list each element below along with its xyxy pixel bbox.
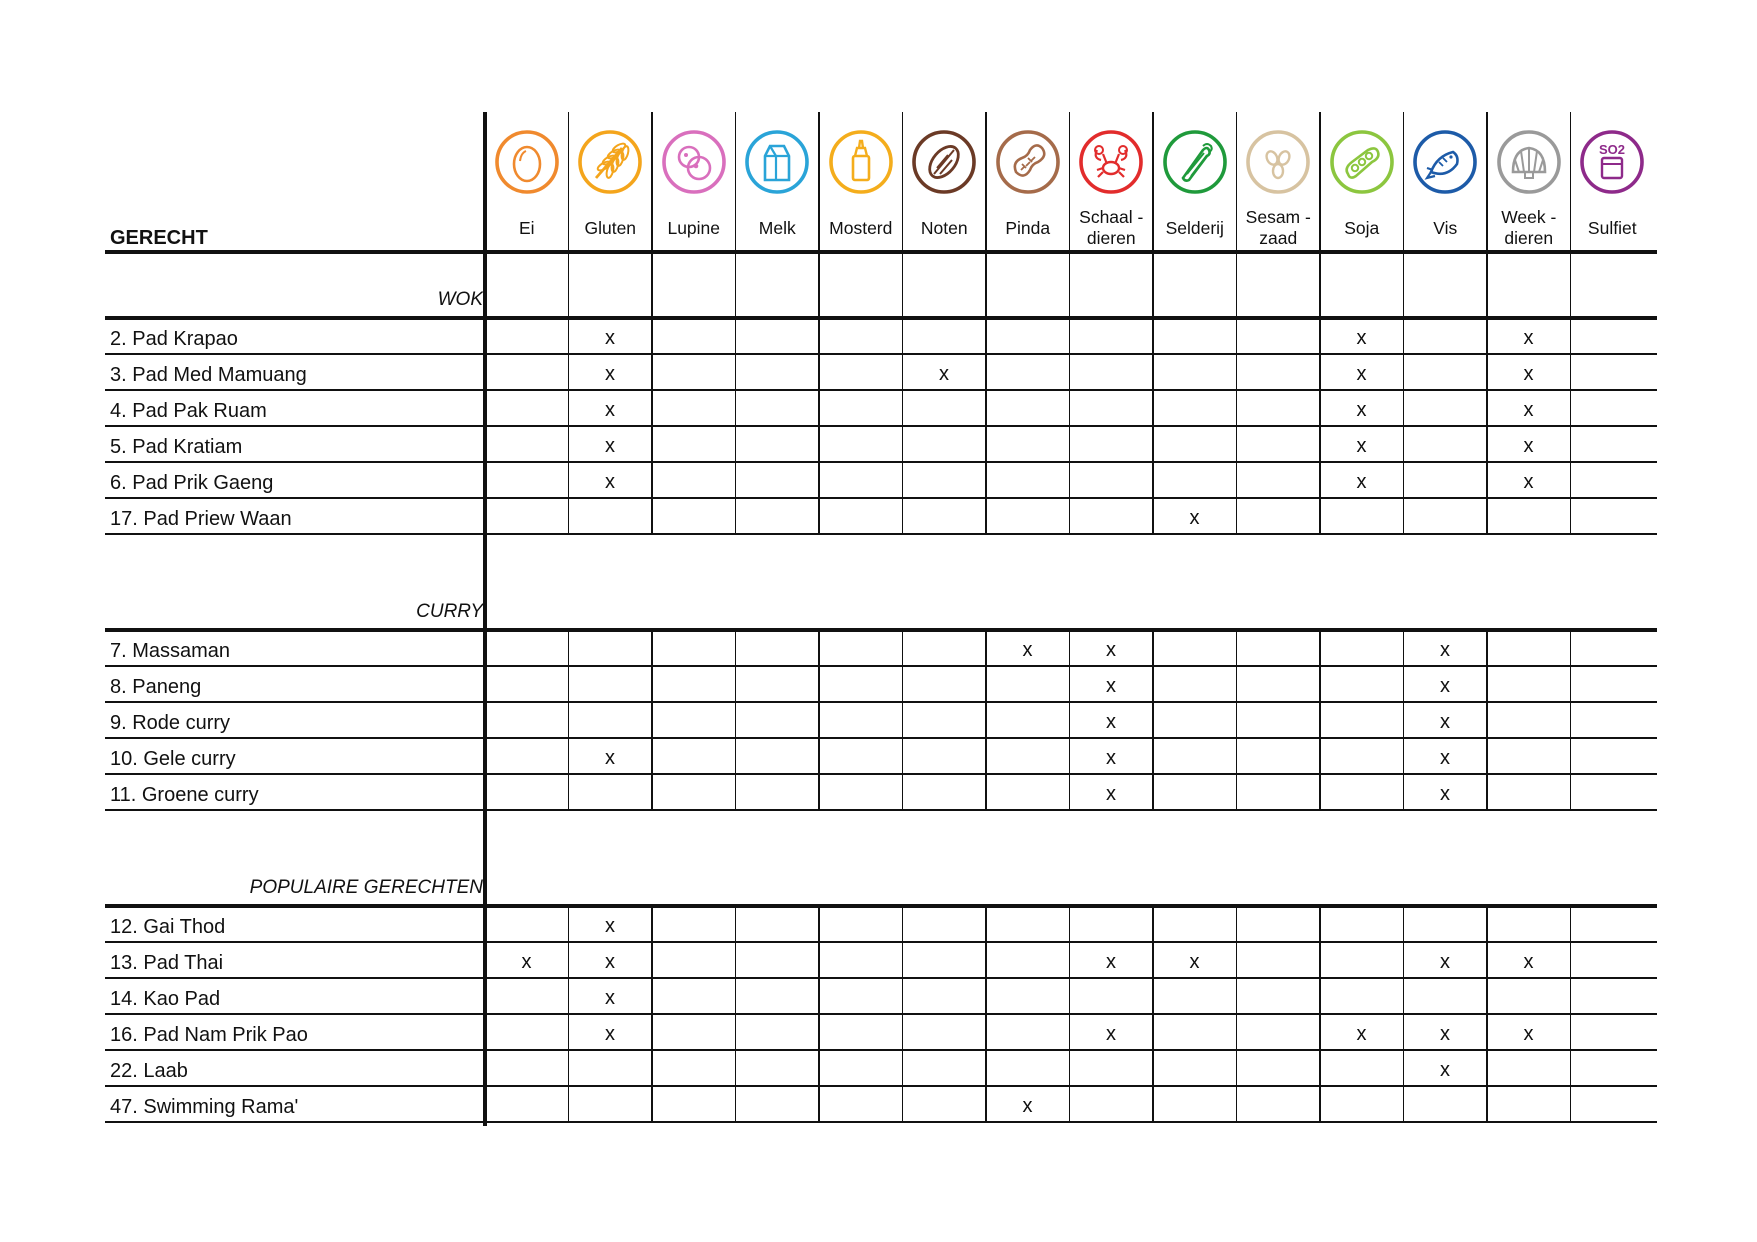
allergen-mark: x: [1106, 1023, 1116, 1045]
column-divider: [1319, 112, 1320, 252]
dish-name: 10. Gele curry: [110, 748, 236, 770]
column-divider: [651, 112, 652, 252]
dish-name: 7. Massaman: [110, 640, 231, 662]
allergen-mark: x: [605, 471, 615, 493]
allergen-label-melk: [735, 218, 819, 239]
section-rule: [105, 904, 1657, 908]
allergen-label-line: Ei: [518, 218, 535, 238]
column-divider: [1403, 318, 1404, 534]
column-divider: [1069, 630, 1070, 810]
column-divider: [1486, 252, 1487, 318]
column-divider: [735, 906, 736, 1122]
allergen-mark: x: [1440, 711, 1450, 733]
column-divider: [902, 906, 903, 1122]
column-divider: [1570, 112, 1571, 252]
dish-name: 2. Pad Krapao: [110, 328, 238, 350]
column-divider: [818, 630, 819, 810]
allergen-label-line: Pinda: [1005, 218, 1051, 238]
column-divider: [985, 630, 986, 810]
column-divider: [1319, 630, 1320, 810]
column-divider: [1152, 112, 1153, 252]
milk-icon: [743, 128, 811, 196]
column-divider: [1069, 112, 1070, 252]
table-row: [105, 773, 1657, 774]
column-divider: [902, 630, 903, 810]
peanut-icon: [994, 128, 1062, 196]
table-row: [105, 737, 1657, 738]
column-divider: [1570, 630, 1571, 810]
table-row: [105, 425, 1657, 426]
allergen-mark: x: [1022, 639, 1033, 661]
sulphite-icon: [1578, 128, 1646, 196]
table-row: [105, 701, 1657, 702]
egg-icon: [493, 128, 561, 196]
allergen-mark: x: [605, 915, 615, 937]
section-label-populaire-gerechten: POPULAIRE GERECHTEN: [249, 877, 483, 898]
allergen-mark: x: [605, 327, 615, 349]
allergen-label-line: Sesam -: [1245, 207, 1311, 227]
column-divider: [1403, 906, 1404, 1122]
column-divider: [818, 318, 819, 534]
column-divider: [1403, 252, 1404, 318]
column-divider: [985, 318, 986, 534]
table-row: [105, 389, 1657, 390]
wheat-icon: [576, 128, 644, 196]
allergen-mark: x: [1106, 675, 1116, 697]
allergen-mark: x: [1523, 363, 1534, 385]
allergen-label-line: Soja: [1344, 218, 1380, 238]
allergen-label-lupine: [652, 218, 736, 239]
mustard-icon: [827, 128, 895, 196]
allergen-label-line: Lupine: [667, 218, 721, 238]
allergen-mark: x: [939, 363, 949, 385]
column-divider: [1486, 112, 1487, 252]
column-divider: [735, 318, 736, 534]
allergen-mark: x: [1523, 471, 1534, 493]
dish-name: 16. Pad Nam Prik Pao: [110, 1024, 308, 1046]
allergen-mark: x: [1523, 327, 1534, 349]
allergen-label-line: Selderij: [1165, 218, 1224, 238]
allergen-mark: x: [605, 987, 615, 1009]
column-divider: [1570, 318, 1571, 534]
column-divider: [1319, 906, 1320, 1122]
allergen-mark: x: [521, 951, 532, 973]
dish-name: 3. Pad Med Mamuang: [110, 364, 307, 386]
column-divider: [818, 112, 819, 252]
allergen-label-line: Schaal -: [1079, 207, 1144, 227]
allergen-label-line: dieren: [1504, 228, 1554, 248]
dish-column-divider: [483, 112, 487, 1126]
column-divider: [1069, 252, 1070, 318]
table-row: [105, 1121, 1657, 1122]
allergen-label-line: Noten: [920, 218, 968, 238]
column-divider: [1403, 112, 1404, 252]
dish-name: 13. Pad Thai: [110, 952, 224, 974]
dish-name: 9. Rode curry: [110, 712, 231, 734]
column-divider: [1570, 906, 1571, 1122]
allergen-mark: x: [1189, 507, 1200, 529]
column-divider: [1069, 318, 1070, 534]
section-rule: [105, 628, 1657, 632]
allergen-mark: x: [1440, 1059, 1450, 1081]
allergen-mark: x: [1440, 951, 1450, 973]
dish-name: 17. Pad Priew Waan: [110, 508, 292, 530]
column-divider: [651, 906, 652, 1122]
column-divider: [735, 112, 736, 252]
table-row: [105, 1049, 1657, 1050]
table-row: [105, 461, 1657, 462]
column-divider: [1152, 318, 1153, 534]
allergen-label-vis: [1403, 218, 1487, 239]
table-row: [105, 1085, 1657, 1086]
column-divider: [735, 630, 736, 810]
dish-name: 5. Pad Kratiam: [110, 436, 243, 458]
allergen-mark: x: [1440, 675, 1450, 697]
column-divider: [818, 252, 819, 318]
column-divider: [1319, 252, 1320, 318]
allergen-mark: x: [605, 951, 615, 973]
dish-name: 22. Laab: [110, 1060, 188, 1082]
allergen-label-line: Vis: [1433, 218, 1458, 238]
table-row: [105, 533, 1657, 534]
sesame-icon: [1244, 128, 1312, 196]
allergen-label-line: zaad: [1259, 228, 1298, 248]
allergen-mark: x: [1523, 399, 1534, 421]
allergen-mark: x: [1523, 951, 1534, 973]
column-divider: [568, 112, 569, 252]
column-divider: [568, 252, 569, 318]
allergen-mark: x: [605, 435, 615, 457]
column-divider: [1236, 252, 1237, 318]
allergen-label-schaal: [1069, 207, 1153, 249]
column-divider: [1403, 630, 1404, 810]
allergen-mark: x: [605, 1023, 615, 1045]
column-divider: [651, 252, 652, 318]
table-row: [105, 977, 1657, 978]
allergen-mark: x: [1440, 639, 1450, 661]
allergen-mark: x: [1106, 711, 1116, 733]
table-row: [105, 1013, 1657, 1014]
dish-column-header: GERECHT: [110, 227, 208, 249]
column-divider: [985, 112, 986, 252]
allergen-mark: x: [1523, 435, 1534, 457]
allergen-mark: x: [1356, 399, 1367, 421]
allergen-label-line: Melk: [758, 218, 796, 238]
allergen-label-week: [1487, 207, 1571, 249]
allergen-label-selderij: [1153, 218, 1237, 239]
svg-text:SO2: SO2: [1599, 142, 1626, 157]
table-row: [105, 497, 1657, 498]
header-rule: [105, 250, 1657, 254]
soy-icon: [1328, 128, 1396, 196]
allergen-label-line: Mosterd: [829, 218, 893, 238]
table-row: [105, 353, 1657, 354]
allergen-label-line: Sulfiet: [1587, 218, 1637, 238]
allergen-label-sesam: [1236, 207, 1320, 249]
column-divider: [1069, 906, 1070, 1122]
lupine-icon: [660, 128, 728, 196]
column-divider: [985, 252, 986, 318]
allergen-mark: x: [1189, 951, 1200, 973]
allergen-mark: x: [1106, 951, 1116, 973]
column-divider: [568, 318, 569, 534]
allergen-label-noten: [902, 218, 986, 239]
dish-name: 12. Gai Thod: [110, 916, 226, 938]
allergen-mark: x: [1022, 1095, 1033, 1117]
section-rule: [105, 316, 1657, 320]
allergen-mark: x: [1106, 747, 1116, 769]
column-divider: [902, 318, 903, 534]
column-divider: [985, 906, 986, 1122]
allergen-mark: x: [605, 747, 615, 769]
allergen-label-gluten: [568, 218, 652, 239]
allergen-label-pinda: [986, 218, 1070, 239]
allergen-mark: x: [1440, 1023, 1450, 1045]
column-divider: [651, 318, 652, 534]
nut-icon: [910, 128, 978, 196]
allergen-mark: x: [1356, 363, 1367, 385]
section-label-curry: CURRY: [416, 601, 483, 622]
dish-name: 11. Groene curry: [110, 784, 259, 806]
allergen-mark: x: [1523, 1023, 1534, 1045]
crab-icon: [1077, 128, 1145, 196]
column-divider: [902, 112, 903, 252]
table-row: [105, 941, 1657, 942]
column-divider: [1236, 906, 1237, 1122]
column-divider: [1236, 318, 1237, 534]
dish-name: 6. Pad Prik Gaeng: [110, 472, 274, 494]
allergen-label-line: Gluten: [584, 218, 637, 238]
section-label-wok: WOK: [437, 289, 483, 310]
allergen-label-line: Week -: [1501, 207, 1557, 227]
column-divider: [1236, 112, 1237, 252]
column-divider: [818, 906, 819, 1122]
allergen-mark: x: [1356, 1023, 1367, 1045]
allergen-mark: x: [1440, 783, 1450, 805]
allergen-mark: x: [1106, 783, 1116, 805]
column-divider: [568, 906, 569, 1122]
column-divider: [568, 630, 569, 810]
allergen-mark: x: [605, 363, 615, 385]
column-divider: [651, 630, 652, 810]
shell-icon: [1495, 128, 1563, 196]
allergen-label-sulfiet: [1570, 218, 1654, 239]
allergen-mark: x: [1356, 435, 1367, 457]
dish-name: 14. Kao Pad: [110, 988, 221, 1010]
column-divider: [902, 252, 903, 318]
table-row: [105, 809, 1657, 810]
dish-name: 8. Paneng: [110, 676, 202, 698]
column-divider: [735, 252, 736, 318]
column-divider: [1152, 906, 1153, 1122]
column-divider: [1152, 252, 1153, 318]
allergen-label-mosterd: [819, 218, 903, 239]
column-divider: [1486, 318, 1487, 534]
allergen-label-soja: [1320, 218, 1404, 239]
fish-icon: [1411, 128, 1479, 196]
allergen-mark: x: [1356, 327, 1367, 349]
column-divider: [1486, 630, 1487, 810]
allergen-label-line: dieren: [1086, 228, 1136, 248]
column-divider: [1570, 252, 1571, 318]
allergen-mark: x: [605, 399, 615, 421]
column-divider: [1152, 630, 1153, 810]
column-divider: [1486, 906, 1487, 1122]
dish-name: 47. Swimming Rama': [110, 1096, 299, 1118]
dish-name: 4. Pad Pak Ruam: [110, 400, 267, 422]
allergen-label-ei: [485, 218, 569, 239]
allergen-mark: x: [1356, 471, 1367, 493]
allergen-mark: x: [1440, 747, 1450, 769]
table-row: [105, 665, 1657, 666]
allergen-mark: x: [1106, 639, 1116, 661]
column-divider: [1319, 318, 1320, 534]
celery-icon: [1161, 128, 1229, 196]
column-divider: [1236, 630, 1237, 810]
